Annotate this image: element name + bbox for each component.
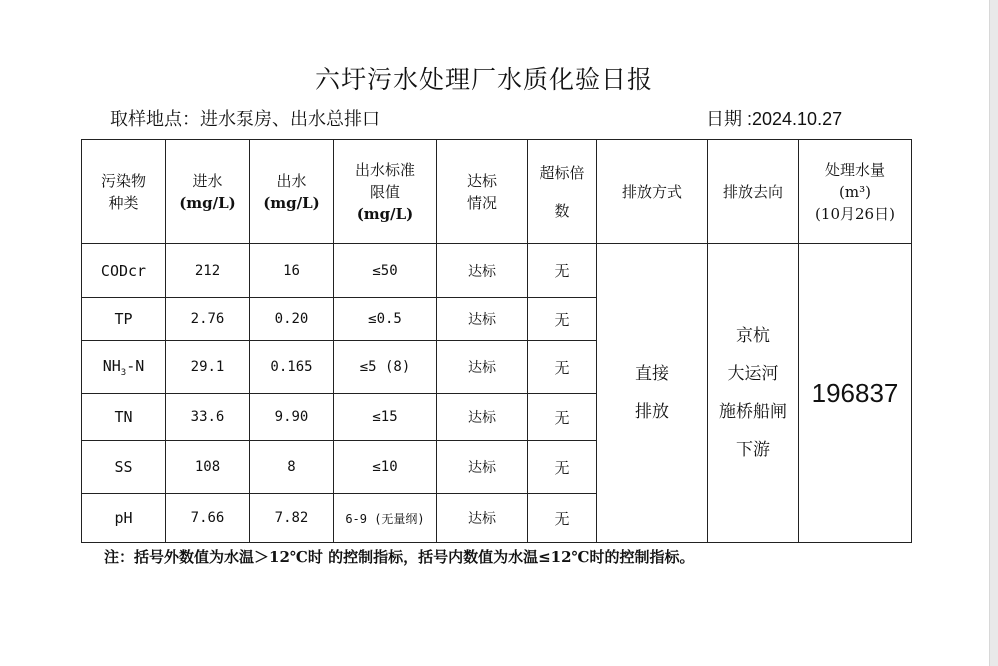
effluent-value: 9.90	[250, 394, 334, 441]
report-title: 六圩污水处理厂水质化验日报	[314, 65, 653, 94]
effluent-value: 8	[250, 441, 334, 494]
influent-value: 29.1	[166, 341, 250, 394]
exceed-value: 无	[528, 494, 597, 543]
limit-value: ≤5 (8)	[334, 341, 437, 394]
exceed-value: 无	[528, 441, 597, 494]
pollutant-name: SS	[82, 441, 166, 494]
sampling-location: 取样地点：进水泵房、出水总排口	[110, 109, 380, 130]
status-value: 达标	[437, 298, 528, 341]
status-value: 达标	[437, 244, 528, 298]
status-value: 达标	[437, 494, 528, 543]
limit-value: ≤10	[334, 441, 437, 494]
status-value: 达标	[437, 441, 528, 494]
water-quality-table	[81, 139, 912, 543]
header-status: 达标 情况	[437, 140, 528, 244]
influent-value: 7.66	[166, 494, 250, 543]
header-pollutant: 污染物 种类	[82, 140, 166, 244]
pollutant-name: TP	[82, 298, 166, 341]
exceed-value: 无	[528, 341, 597, 394]
limit-value: ≤50	[334, 244, 437, 298]
exceed-value: 无	[528, 394, 597, 441]
exceed-value: 无	[528, 244, 597, 298]
discharge-method: 直接 排放	[597, 244, 708, 543]
limit-value: ≤0.5	[334, 298, 437, 341]
pollutant-name: CODcr	[82, 244, 166, 298]
effluent-value: 7.82	[250, 494, 334, 543]
influent-value: 33.6	[166, 394, 250, 441]
effluent-value: 0.20	[250, 298, 334, 341]
treated-volume: 196837	[799, 244, 912, 543]
discharge-destination: 京杭 大运河 施桥船闸 下游	[708, 244, 799, 543]
status-value: 达标	[437, 394, 528, 441]
report-date: 日期 :2024.10.27	[706, 109, 843, 129]
influent-value: 108	[166, 441, 250, 494]
pollutant-name: pH	[82, 494, 166, 543]
header-exceed: 超标倍 数	[528, 140, 597, 244]
header-row	[82, 140, 912, 244]
effluent-value: 16	[250, 244, 334, 298]
pollutant-name: TN	[82, 394, 166, 441]
header-method: 排放方式	[597, 140, 708, 244]
influent-value: 212	[166, 244, 250, 298]
header-effluent: 出水 (mg/L)	[250, 140, 334, 244]
header-influent: 进水 (mg/L)	[166, 140, 250, 244]
limit-value: ≤15	[334, 394, 437, 441]
pollutant-name: $NH_3-N$	[82, 341, 166, 394]
page-edge	[989, 0, 998, 666]
effluent-value: 0.165	[250, 341, 334, 394]
exceed-value: 无	[528, 298, 597, 341]
table-row	[82, 244, 912, 298]
limit-value: 6-9 (无量纲)	[334, 494, 437, 543]
footnote: 注：括号外数值为水温＞12℃时 的控制指标，括号内数值为水温≤12℃时的控制指标。	[104, 548, 695, 566]
header-volume: 处理水量 (m³) (10月26日)	[799, 140, 912, 244]
header-destination: 排放去向	[708, 140, 799, 244]
influent-value: 2.76	[166, 298, 250, 341]
header-limit: 出水标准 限值 (mg/L)	[334, 140, 437, 244]
status-value: 达标	[437, 341, 528, 394]
